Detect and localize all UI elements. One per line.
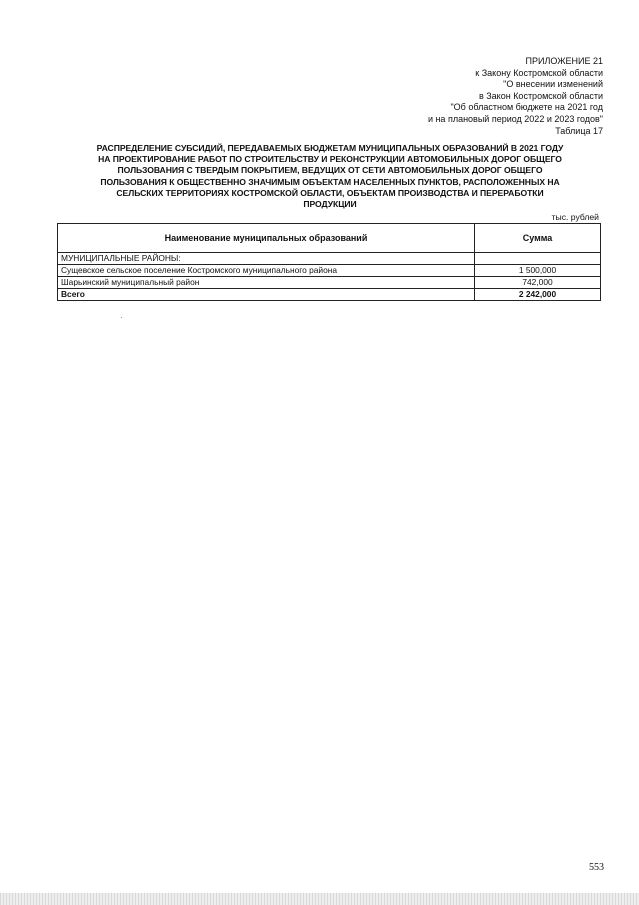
table-row (58, 265, 601, 277)
header-line: к Закону Костромской области (475, 67, 603, 78)
scan-speck (121, 317, 122, 318)
appendix-header (343, 56, 603, 137)
section-row (58, 253, 601, 265)
subsidy-table (57, 223, 601, 301)
header-line: в Закон Костромской области (478, 90, 603, 101)
title-line: НА ПРОЕКТИРОВАНИЕ РАБОТ ПО СТРОИТЕЛЬСТВУ И РЕКОНСТРУКЦИИ АВТОМОБИЛЬНЫХ ДОРОГ ОБЩЕГО (98, 154, 562, 165)
header-line: "Об областном бюджете на 2021 год (450, 102, 603, 113)
total-label: Всего (58, 289, 475, 301)
units-label: тыс. рублей (551, 212, 599, 222)
title-line: ПРОДУКЦИИ (303, 199, 357, 210)
section-label: МУНИЦИПАЛЬНЫЕ РАЙОНЫ: (58, 253, 475, 265)
subsidy-amount: 742,000 (475, 277, 601, 289)
title-line: ПОЛЬЗОВАНИЯ С ТВЕРДЫМ ПОКРЫТИЕМ, ВЕДУЩИХ ОТ СЕТИ АВТОМОБИЛЬНЫХ ДОРОГ ОБЩЕГО (117, 165, 543, 176)
page-number: 553 (589, 862, 604, 873)
table-row (58, 277, 601, 289)
table-header-row (58, 224, 601, 253)
scan-edge-band (0, 893, 639, 905)
section-amount-cell (475, 253, 601, 265)
header-line: и на плановый период 2022 и 2023 годов" (427, 113, 603, 124)
title-line: РАСПРЕДЕЛЕНИЕ СУБСИДИЙ, ПЕРЕДАВАЕМЫХ БЮДЖЕТАМ МУНИЦИПАЛЬНЫХ ОБРАЗОВАНИЙ В 2021 ГОДУ (96, 143, 564, 153)
total-row (58, 289, 601, 301)
municipality-name: Сущевское сельское поселение Костромского муниципального района (58, 265, 475, 277)
header-line: ПРИЛОЖЕНИЕ 21 (525, 56, 603, 66)
document-title (64, 143, 596, 210)
table-number: Таблица 17 (555, 125, 603, 136)
header-line: "О внесении изменений (503, 79, 603, 90)
column-header-amount: Сумма (475, 224, 601, 253)
column-header-name: Наименование муниципальных образований (58, 224, 475, 253)
total-amount: 2 242,000 (475, 289, 601, 301)
title-line: СЕЛЬСКИХ ТЕРРИТОРИЯХ КОСТРОМСКОЙ ОБЛАСТИ, ОБЪЕКТАМ ПРОИЗВОДСТВА И ПЕРЕРАБОТКИ (116, 187, 544, 198)
municipality-name: Шарьинский муниципальный район (58, 277, 475, 289)
subsidy-amount: 1 500,000 (475, 265, 601, 277)
title-line: ПОЛЬЗОВАНИЯ К ОБЩЕСТВЕННО ЗНАЧИМЫМ ОБЪЕКТАМ НАСЕЛЕННЫХ ПУНКТОВ, РАСПОЛОЖЕННЫХ НА (100, 176, 560, 187)
